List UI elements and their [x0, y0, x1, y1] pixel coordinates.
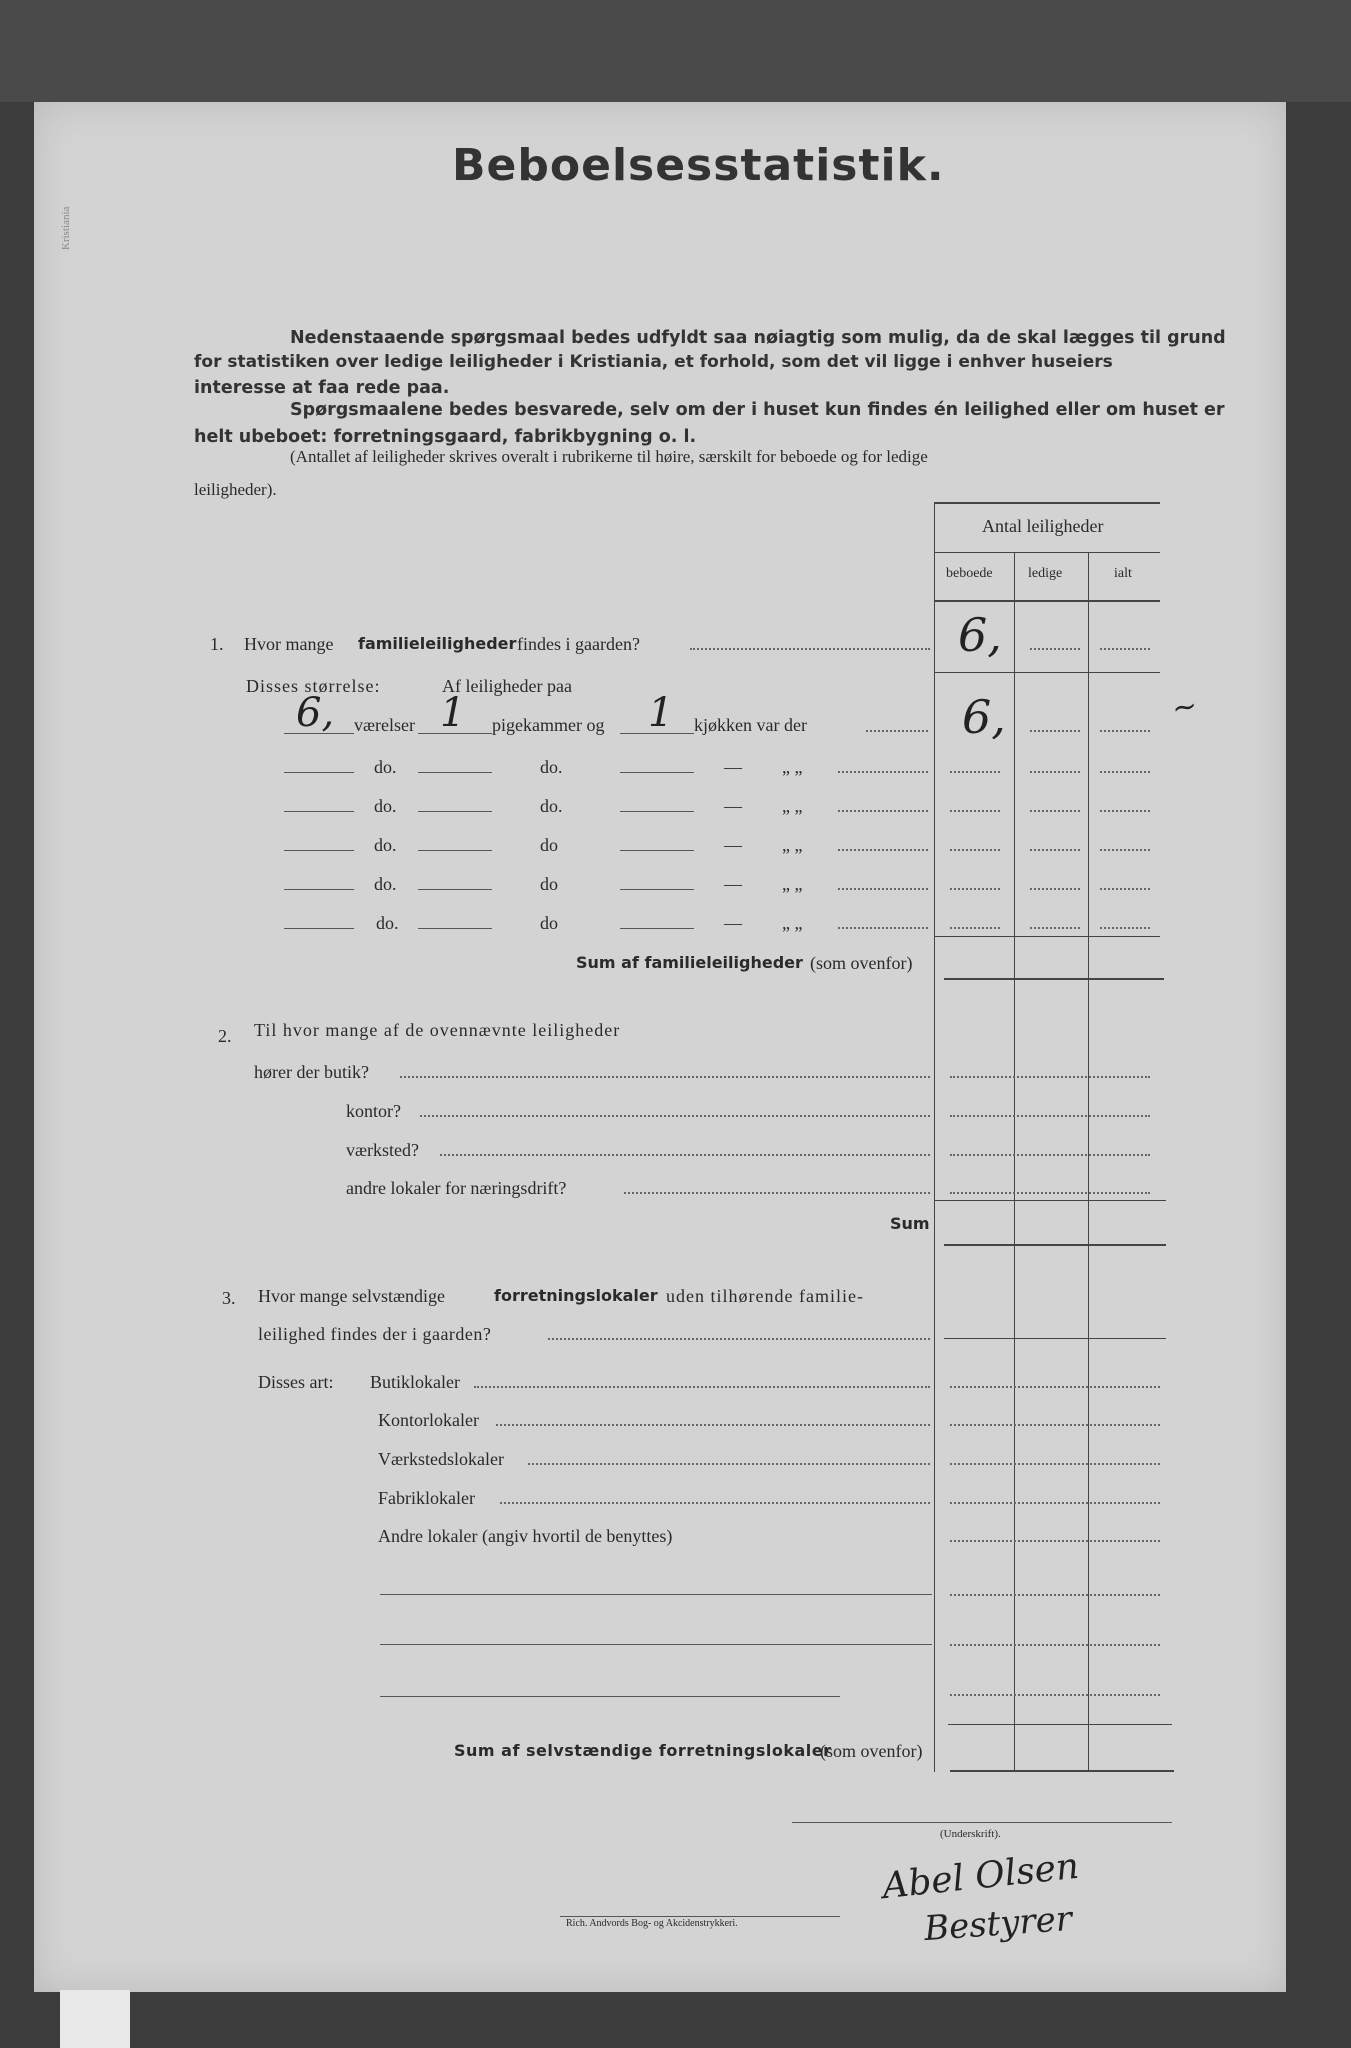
- do-row-dots: [950, 888, 1000, 890]
- do-row-dots: [1030, 771, 1080, 773]
- do-row-a: do.: [374, 796, 397, 816]
- q3-blank-line-3: [380, 1696, 840, 1697]
- q3-item-2: Kontorlokaler: [378, 1410, 479, 1430]
- q1-size-label: Disses størrelse:: [246, 676, 381, 696]
- do-row-line: [284, 889, 354, 890]
- scan-flare: [60, 1990, 130, 2048]
- q3-item-1: Butiklokaler: [370, 1372, 460, 1392]
- q3-blank-line-1: [380, 1594, 932, 1595]
- q2-sum-label: Sum: [890, 1214, 930, 1233]
- margin-tick-mark: ~: [1169, 688, 1200, 727]
- q2-item-2: kontor?: [346, 1101, 401, 1121]
- do-row-b: do: [540, 913, 558, 933]
- do-row-d: „ „: [782, 757, 803, 777]
- q3-col-dots: [950, 1502, 1160, 1504]
- do-row-line: [620, 811, 694, 812]
- do-row-line: [284, 811, 354, 812]
- q3-text-c: uden tilhørende familie-: [666, 1286, 864, 1306]
- q3-item-4: Fabriklokaler: [378, 1488, 475, 1508]
- q3-item-1-leader: [474, 1386, 930, 1388]
- q3-col-dots: [950, 1644, 1160, 1646]
- do-row-line: [418, 811, 492, 812]
- do-row-a: do.: [376, 913, 399, 933]
- q3-col-dots: [950, 1694, 1160, 1696]
- q3-sum-label: Sum af selvstændige forretningslokaler: [454, 1741, 832, 1760]
- q2-col-dots: [950, 1192, 1150, 1194]
- do-row-c: —: [724, 913, 742, 933]
- kitchen-value: 1: [648, 690, 674, 736]
- do-row-d: „ „: [782, 913, 803, 933]
- q3-blank-line-2: [380, 1644, 932, 1645]
- do-row-d: „ „: [782, 874, 803, 894]
- do-row-line: [620, 850, 694, 851]
- q3-art-label: Disses art:: [258, 1372, 334, 1392]
- q3-text-leader: [548, 1338, 930, 1340]
- q3-text-a: Hvor mange selvstændige: [258, 1286, 445, 1306]
- intro-line-2: for statistiken over ledige leiligheder i Kristiania, et forhold, som det vil ligge i enhver huseiers: [194, 352, 1113, 372]
- q1-sum-bottom-rule: [944, 978, 1164, 980]
- maid-label: pigekammer og: [492, 715, 605, 735]
- maid-value: 1: [440, 690, 466, 736]
- signature-name: Abel Olsen: [880, 1845, 1081, 1908]
- side-stamp: Kristiania: [60, 206, 72, 250]
- do-row-b: do.: [540, 757, 563, 777]
- q1-sum-top-rule: [934, 936, 1160, 937]
- q3-sum-top-rule: [948, 1724, 1172, 1725]
- q1-leader: [690, 648, 930, 650]
- do-row-b: do.: [540, 796, 563, 816]
- q2-item-2-leader: [420, 1115, 930, 1117]
- rooms-value: 6,: [296, 690, 335, 736]
- col-line-mid2: [1088, 552, 1089, 1772]
- q3-item-4-leader: [500, 1502, 930, 1504]
- q2-beboede-dots: [950, 1076, 1000, 1192]
- signature-title: Bestyrer: [922, 1898, 1074, 1950]
- kitchen-label: kjøkken var der: [694, 715, 807, 735]
- q1-answer-beboede: 6,: [958, 608, 1002, 662]
- do-row-dots: [1100, 810, 1150, 812]
- q3-col-dots: [950, 1540, 1160, 1542]
- do-row-a: do.: [374, 757, 397, 777]
- q2-item-3: værksted?: [346, 1140, 419, 1160]
- do-row-dots: [950, 849, 1000, 851]
- intro-line-3: interesse at faa rede paa.: [194, 378, 450, 398]
- do-row-line: [284, 928, 354, 929]
- do-row-b: do: [540, 835, 558, 855]
- do-row-line: [418, 772, 492, 773]
- table-top-rule: [934, 502, 1160, 504]
- q2-item-4-leader: [624, 1192, 930, 1194]
- q3-item-3: Værkstedslokaler: [378, 1449, 504, 1469]
- do-row-d: „ „: [782, 796, 803, 816]
- q3-sum-bottom-rule: [950, 1770, 1174, 1772]
- q3-row-rule: [944, 1338, 1166, 1339]
- do-row-b: do: [540, 874, 558, 894]
- q1-ledige-dots: [1030, 648, 1080, 650]
- do-row-c: —: [724, 835, 742, 855]
- q2-item-1: hører der butik?: [254, 1062, 369, 1082]
- do-row-dots: [1030, 927, 1080, 929]
- q2-col-dots: [950, 1154, 1150, 1156]
- q3-item-3-leader: [528, 1463, 930, 1465]
- q3-item-5: Andre lokaler (angiv hvortil de benyttes): [378, 1526, 673, 1546]
- q2-col-dots: [950, 1115, 1150, 1117]
- do-row-dots: [1030, 849, 1080, 851]
- do-row-c: —: [724, 874, 742, 894]
- q3-col-dots: [950, 1424, 1160, 1426]
- table-header-rule: [934, 552, 1160, 553]
- q2-col-dots: [950, 1076, 1150, 1078]
- do-row-c: —: [724, 757, 742, 777]
- do-row-dots: [1100, 888, 1150, 890]
- do-row-c: —: [724, 796, 742, 816]
- rooms-label: værelser: [354, 715, 415, 735]
- do-row-a: do.: [374, 835, 397, 855]
- q1-text-a: Hvor mange: [244, 634, 334, 654]
- q3-col-dots: [950, 1594, 1160, 1596]
- signature-line: [792, 1822, 1172, 1823]
- q2-sum-bottom-rule: [944, 1244, 1166, 1246]
- row1-ledige-dots: [1030, 730, 1080, 732]
- table-title: Antal leiligheder: [982, 516, 1104, 536]
- col-ledige: ledige: [1028, 566, 1063, 581]
- q1-text-c: findes i gaarden?: [517, 634, 640, 654]
- do-row-dots: [838, 888, 928, 890]
- do-row-a: do.: [374, 874, 397, 894]
- do-row-dots: [950, 771, 1000, 773]
- q3-text-b: forretningslokaler: [494, 1286, 658, 1305]
- q2-item-4: andre lokaler for næringsdrift?: [346, 1178, 567, 1198]
- q1-ialt-dots: [1100, 648, 1150, 650]
- col-line-left: [934, 502, 935, 1772]
- do-row-line: [418, 850, 492, 851]
- intro-line-6: (Antallet af leiligheder skrives overalt i rubrikerne til høire, særskilt for beboede og for ledige: [290, 447, 928, 466]
- q1-size-label2: Af leiligheder paa: [442, 676, 572, 696]
- intro-line-7: leiligheder).: [194, 480, 277, 499]
- row1-ialt-dots: [1100, 730, 1150, 732]
- do-row-dots: [838, 849, 928, 851]
- do-row-line: [620, 772, 694, 773]
- q3-sum-note: (som ovenfor): [820, 1741, 923, 1761]
- q1-number: 1.: [210, 634, 224, 654]
- do-row-dots: [1030, 888, 1080, 890]
- q2-item-3-leader: [440, 1154, 930, 1156]
- do-row-dots: [950, 810, 1000, 812]
- intro-line-4: Spørgsmaalene bedes besvarede, selv om der i huset kun findes én leilighed eller om huset er: [290, 400, 1225, 420]
- q3-number: 3.: [222, 1288, 236, 1308]
- q3-col-dots: [950, 1386, 1160, 1388]
- q1-row-rule: [934, 672, 1160, 673]
- do-row-line: [418, 889, 492, 890]
- row1-leader: [866, 730, 928, 732]
- do-row-line: [284, 772, 354, 773]
- q3-col-dots: [950, 1463, 1160, 1465]
- do-row-line: [284, 850, 354, 851]
- do-row-dots: [1100, 771, 1150, 773]
- do-row-dots: [1100, 849, 1150, 851]
- q2-sum-top-rule: [934, 1200, 1166, 1201]
- intro-line-1: Nedenstaaende spørgsmaal bedes udfyldt saa nøiagtig som mulig, da de skal lægges til grund: [290, 328, 1226, 348]
- do-row-line: [620, 889, 694, 890]
- do-row-line: [418, 928, 492, 929]
- q3-item-2-leader: [496, 1424, 930, 1426]
- do-row-line: [620, 928, 694, 929]
- do-row-dots: [838, 927, 928, 929]
- q2-text: Til hvor mange af de ovennævnte leiligheder: [254, 1020, 621, 1040]
- q2-number: 2.: [218, 1026, 232, 1046]
- q2-item-1-leader: [400, 1076, 930, 1078]
- page-title: Beboelsesstatistik.: [452, 140, 945, 191]
- printer-rule: [560, 1916, 840, 1917]
- col-ialt: ialt: [1114, 566, 1132, 581]
- col-line-mid1: [1014, 552, 1015, 1772]
- table-subheader-rule: [934, 600, 1160, 602]
- do-row-dots: [1030, 810, 1080, 812]
- printer-credit: Rich. Andvords Bog- og Akcidenstrykkeri.: [566, 1918, 738, 1929]
- q1-sum-note: (som ovenfor): [810, 953, 913, 973]
- do-row-dots: [838, 771, 928, 773]
- signature-label: (Underskrift).: [940, 1828, 1001, 1840]
- q3-text-d: leilighed findes der i gaarden?: [258, 1324, 492, 1344]
- scan-background-top: [0, 0, 1351, 102]
- do-row-dots: [950, 927, 1000, 929]
- q1-sum-label: Sum af familieleiligheder: [576, 953, 803, 972]
- col-beboede: beboede: [946, 566, 993, 581]
- row1-answer: 6,: [962, 690, 1006, 744]
- intro-line-5: helt ubeboet: forretningsgaard, fabrikbygning o. l.: [194, 427, 697, 447]
- do-row-dots: [838, 810, 928, 812]
- q1-text-b: familieleiligheder: [358, 634, 517, 653]
- do-row-d: „ „: [782, 835, 803, 855]
- do-row-dots: [1100, 927, 1150, 929]
